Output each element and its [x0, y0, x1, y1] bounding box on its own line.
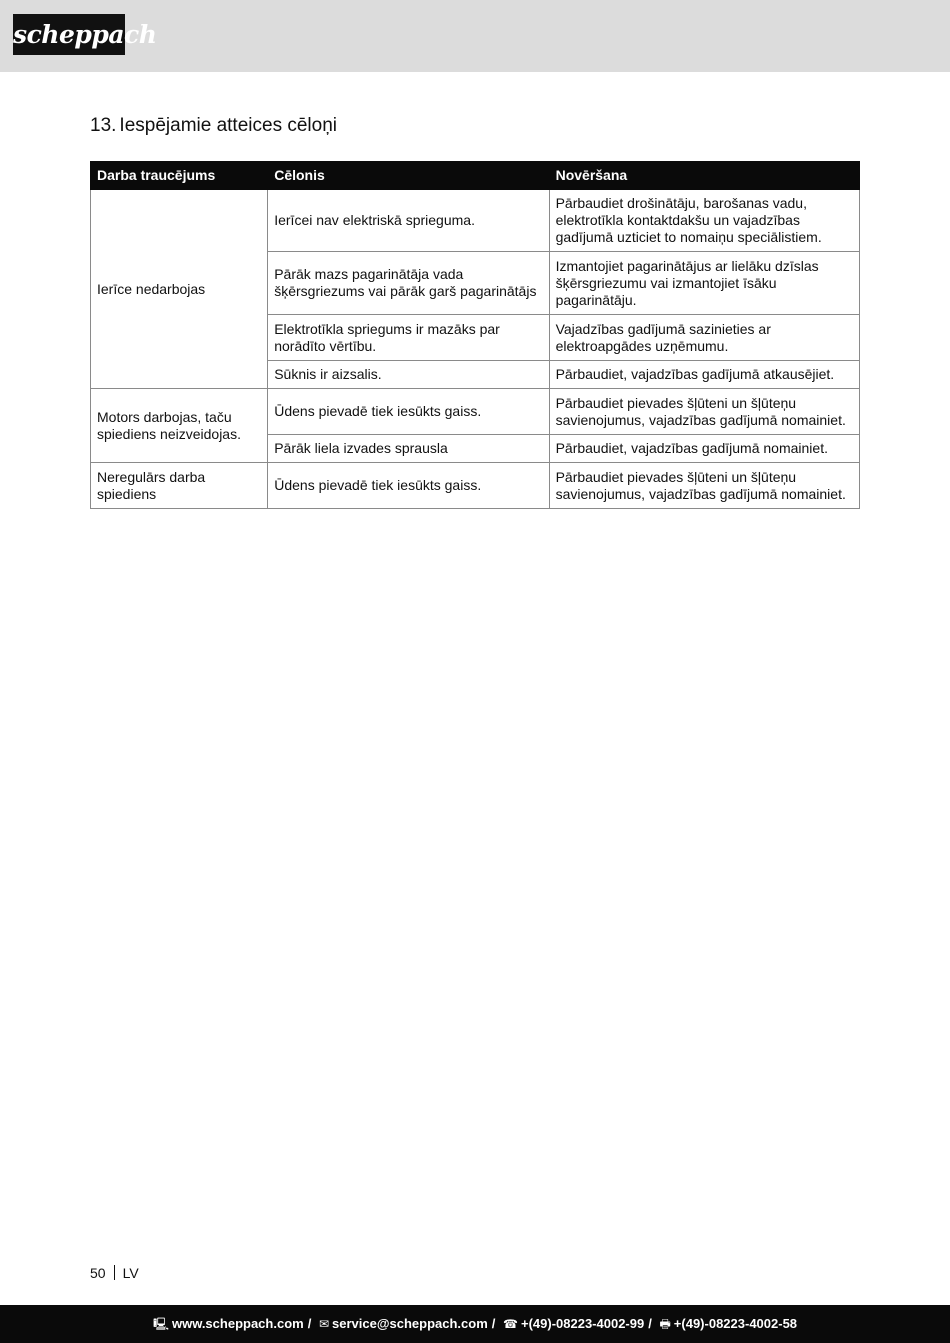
header-band	[0, 0, 950, 72]
table-row	[91, 190, 860, 252]
header-fault: Darba traucējums	[91, 162, 268, 190]
header-cause: Cēlonis	[268, 162, 549, 190]
section-title	[90, 115, 337, 137]
footer-separator: /	[307, 1316, 312, 1331]
cause-cell: Sūknis ir aizsalis.	[268, 361, 549, 389]
contact-footer	[0, 1305, 950, 1343]
computer-icon: 🖳	[152, 1317, 169, 1331]
footer-phone: +(49)-08223-4002-99	[520, 1316, 645, 1331]
footer-separator: /	[648, 1316, 652, 1331]
cause-cell: Elektrotīkla spriegums ir mazāks par norādīto vērtību.	[268, 315, 549, 361]
cause-cell: Ierīcei nav elektriskā sprieguma.	[268, 190, 549, 252]
troubleshooting-table	[90, 161, 860, 509]
table-header-row	[91, 162, 860, 190]
cause-cell: Ūdens pievadē tiek iesūkts gaiss.	[268, 463, 549, 509]
table-row	[91, 463, 860, 509]
footer-fax: +(49)-08223-4002-58	[673, 1316, 798, 1331]
fault-cell: Motors darbojas, taču spiediens neizveidojas.	[91, 389, 268, 463]
remedy-cell: Pārbaudiet drošinātāju, barošanas vadu, elektrotīkla kontaktdakšu un vajadzības gadījumā uzticiet to nomaiņu speciālistiem.	[549, 190, 859, 252]
remedy-cell: Pārbaudiet pievades šļūteni un šļūteņu savienojumus, vajadzības gadījumā nomainiet.	[549, 389, 859, 435]
header-remedy: Novēršana	[549, 162, 859, 190]
fault-cell: Ierīce nedarbojas	[91, 190, 268, 389]
page-number-divider	[114, 1265, 115, 1280]
table-row	[91, 389, 860, 435]
footer-website[interactable]: www.scheppach.com	[171, 1316, 304, 1331]
remedy-cell: Vajadzības gadījumā sazinieties ar elektroapgādes uzņēmumu.	[549, 315, 859, 361]
section-title-text: Iespējamie atteices cēloņi	[119, 115, 337, 136]
cause-cell: Pārāk mazs pagarinātāja vada šķērsgriezums vai pārāk garš pagarinātājs	[268, 252, 549, 315]
cause-cell: Pārāk liela izvades sprausla	[268, 435, 549, 463]
page-number-block	[90, 1265, 139, 1281]
remedy-cell: Izmantojiet pagarinātājus ar lielāku dzīslas šķērsgriezumu vai izmantojiet īsāku pagarinātāju.	[549, 252, 859, 315]
scheppach-logo: scheppach	[13, 14, 125, 55]
envelope-icon: ✉	[318, 1317, 330, 1331]
remedy-cell: Pārbaudiet, vajadzības gadījumā atkausējiet.	[549, 361, 859, 389]
remedy-cell: Pārbaudiet, vajadzības gadījumā nomainiet.	[549, 435, 859, 463]
remedy-cell: Pārbaudiet pievades šļūteni un šļūteņu savienojumus, vajadzības gadījumā nomainiet.	[549, 463, 859, 509]
fax-icon: 🖶	[659, 1317, 671, 1331]
cause-cell: Ūdens pievadē tiek iesūkts gaiss.	[268, 389, 549, 435]
telephone-icon: ☎	[503, 1317, 518, 1331]
page-number: 50	[90, 1265, 106, 1281]
section-number: 13.	[90, 115, 117, 136]
language-code: LV	[122, 1265, 139, 1281]
footer-email[interactable]: service@scheppach.com	[332, 1316, 488, 1331]
fault-cell: Neregulārs darba spiediens	[91, 463, 268, 509]
footer-separator: /	[491, 1316, 496, 1331]
